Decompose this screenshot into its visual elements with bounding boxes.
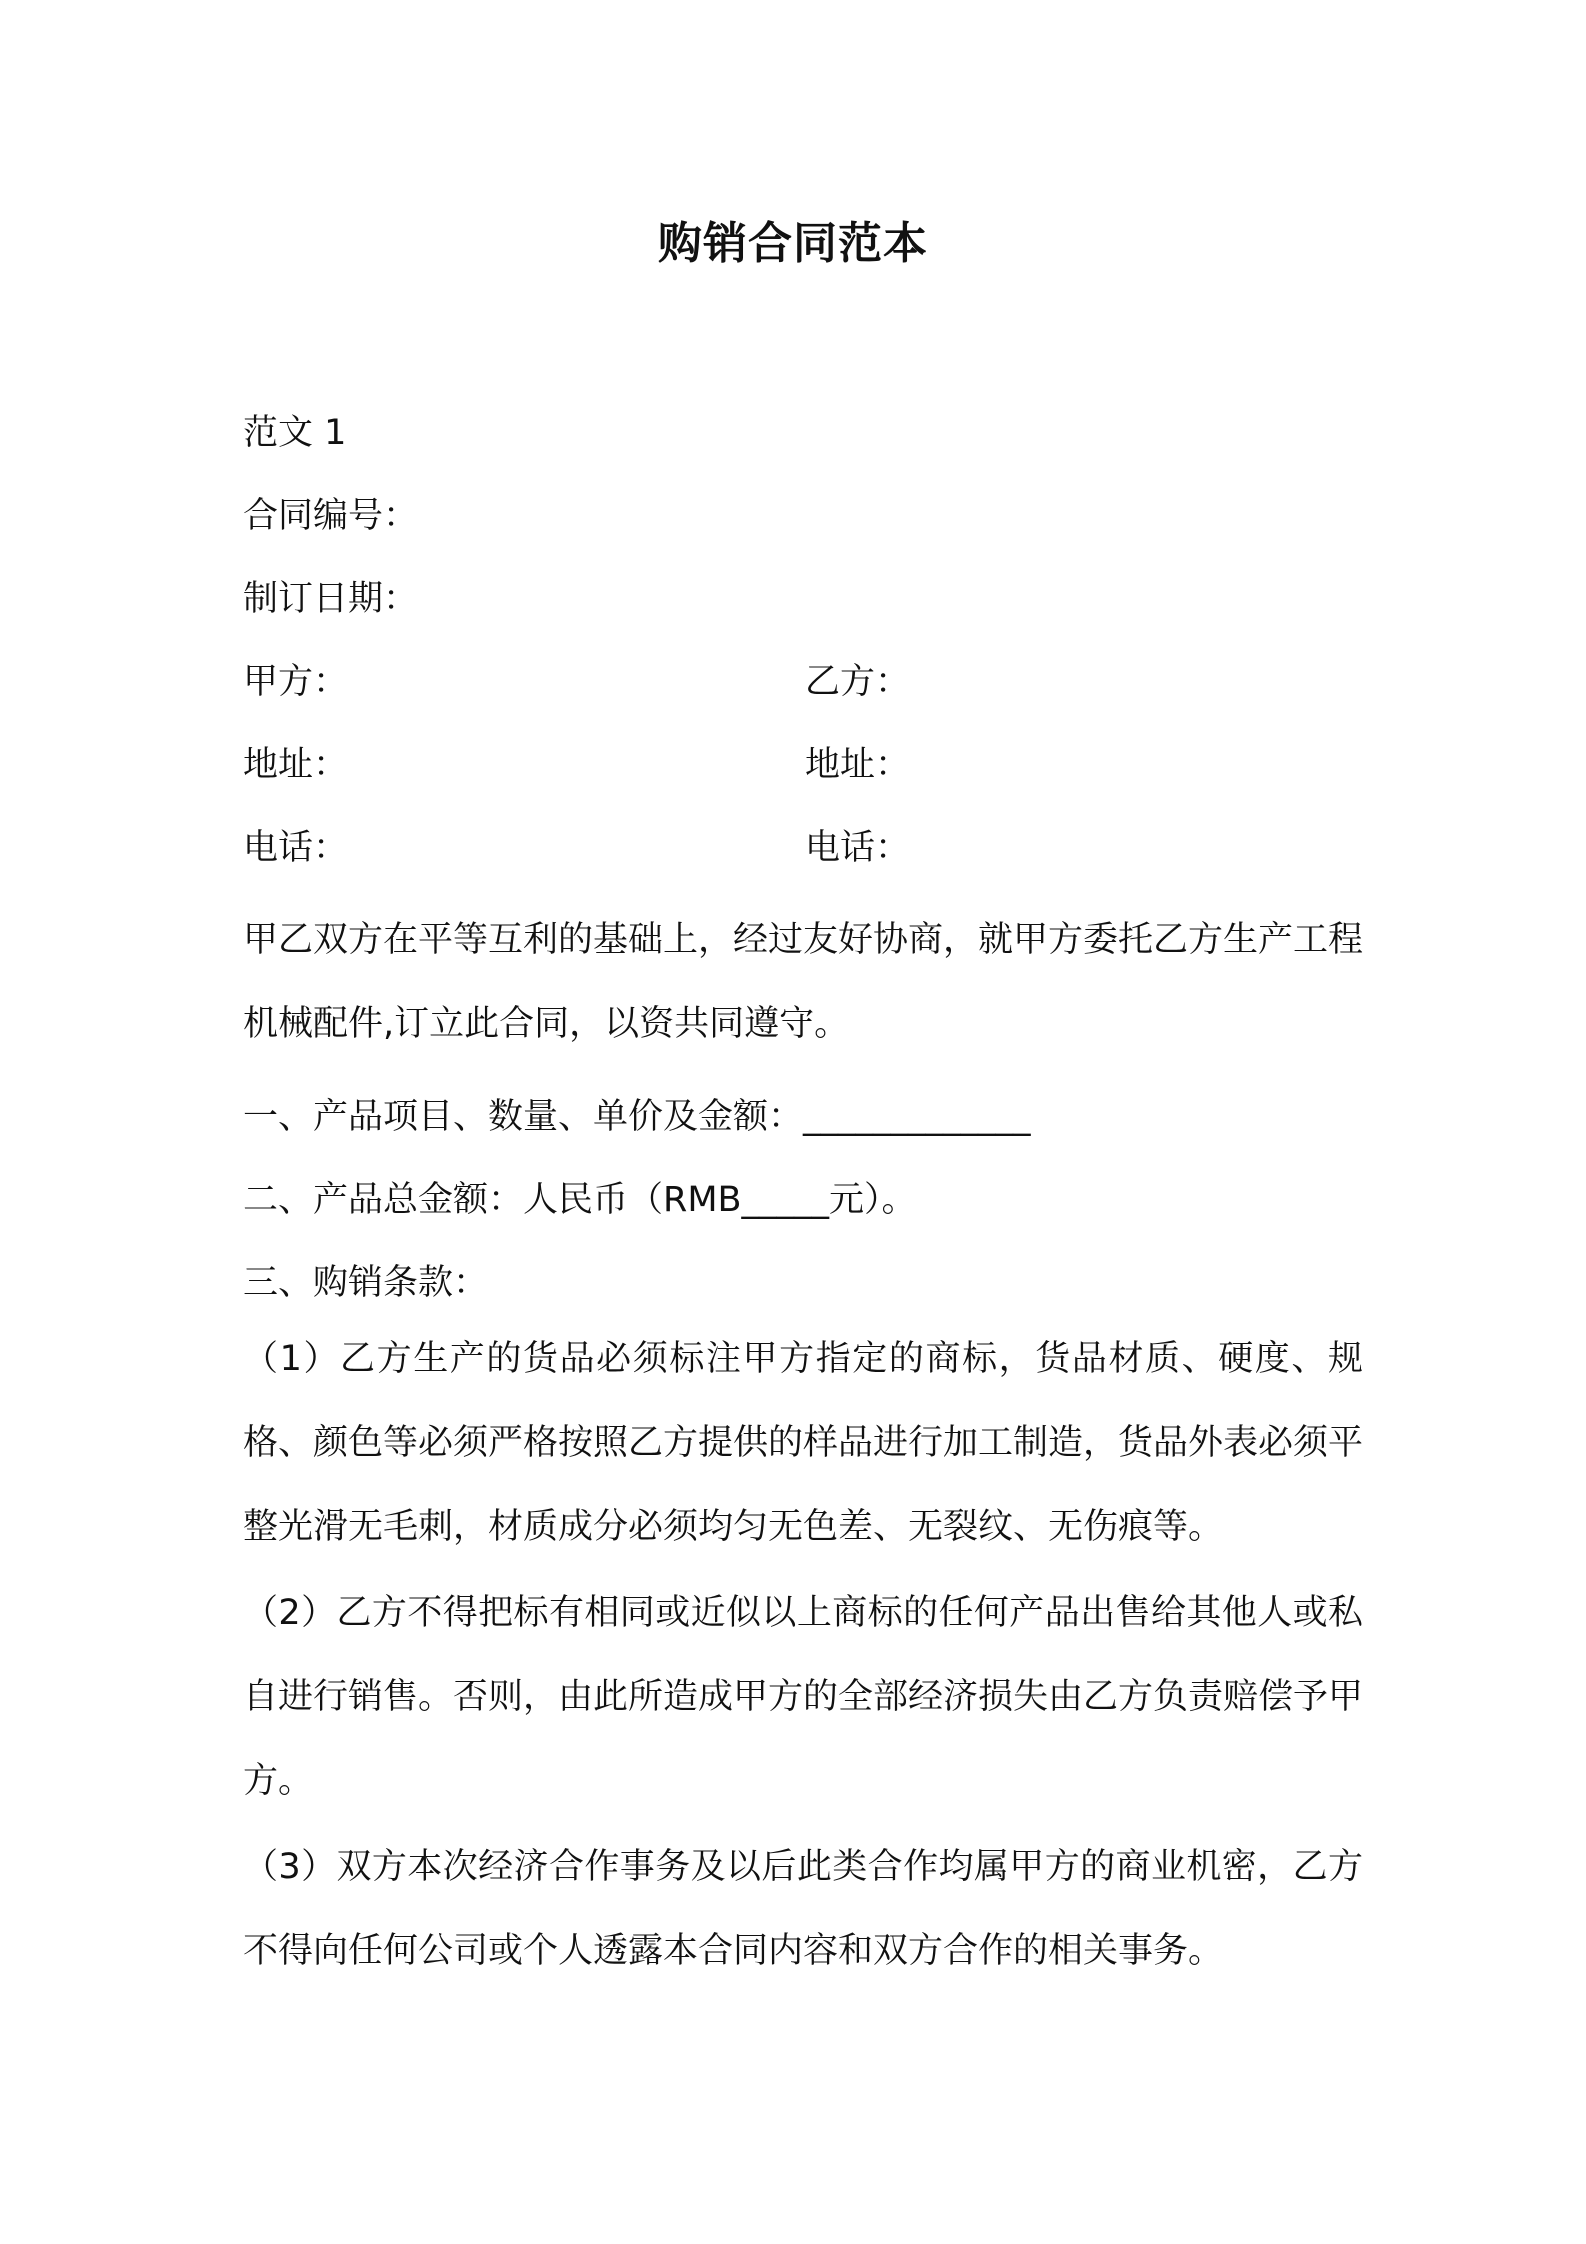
template-heading: 范文 1 — [243, 413, 347, 453]
party-b-label: 乙方： — [805, 662, 911, 702]
section-1-heading: 一、产品项目、数量、单价及金额：_____________ — [243, 1097, 1031, 1137]
section-3-heading: 三、购销条款： — [243, 1263, 489, 1303]
clause-3-paragraph: （3）双方本次经济合作事务及以后此类合作均属甲方的商业机密，乙方不得向任何公司或个人透露本合同内容和双方合作的相关事务。 — [243, 1847, 1363, 1971]
contract-number-label: 合同编号： — [243, 496, 419, 536]
party-a-label: 甲方： — [243, 662, 349, 702]
section-2-heading: 二、产品总金额：人民币（RMB_____元）。 — [243, 1180, 917, 1220]
date-label: 制订日期： — [243, 579, 419, 619]
intro-paragraph: 甲乙双方在平等互利的基础上，经过友好协商，就甲方委托乙方生产工程机械配件,订立此合同，以资共同遵守。 — [243, 920, 1364, 1044]
clause-1-paragraph: （1）乙方生产的货品必须标注甲方指定的商标，货品材质、硬度、规格、颜色等必须严格按照乙方提供的样品进行加工制造，货品外表必须平整光滑无毛刺，材质成分必须均匀无色差、无裂纹、无伤痕等。 — [243, 1339, 1364, 1547]
party-b-address-label: 地址： — [805, 745, 911, 785]
document-title: 购销合同范本 — [658, 218, 928, 269]
clause-2-paragraph: （2）乙方不得把标有相同或近似以上商标的任何产品出售给其他人或私自进行销售。否则，由此所造成甲方的全部经济损失由乙方负责赔偿予甲方。 — [243, 1593, 1364, 1801]
party-b-phone-label: 电话： — [805, 828, 911, 868]
party-a-phone-label: 电话： — [243, 828, 349, 868]
party-a-address-label: 地址： — [243, 745, 349, 785]
